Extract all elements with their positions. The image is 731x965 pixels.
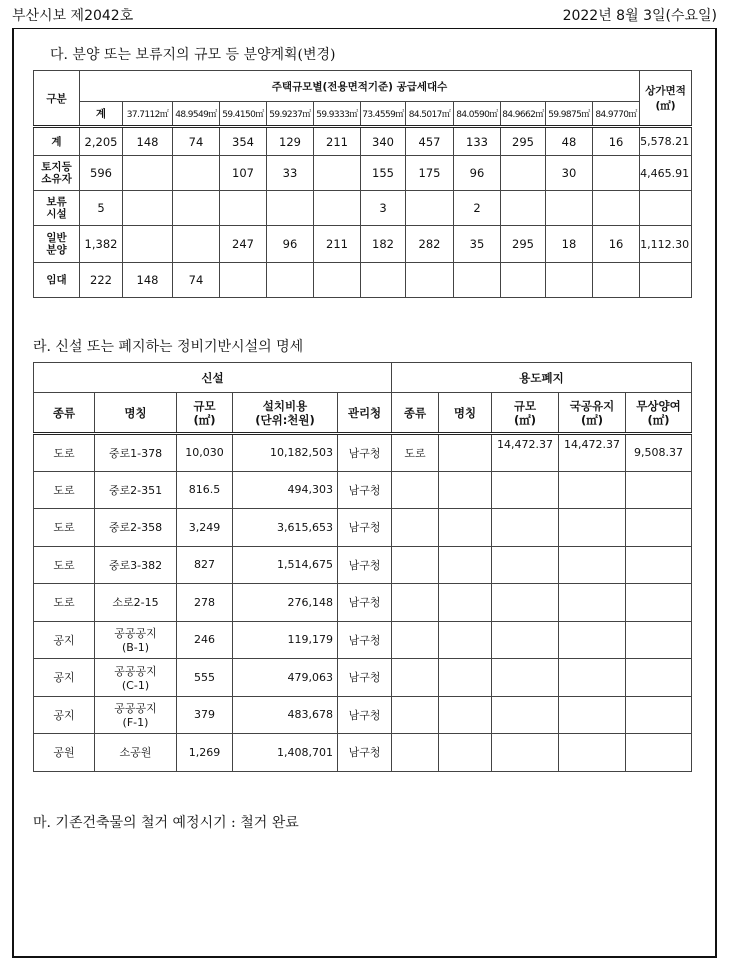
value-cell: 소로2-15 bbox=[95, 584, 177, 622]
table-row bbox=[34, 71, 692, 102]
value-cell: 도로 bbox=[34, 584, 95, 622]
value-cell: 남구청 bbox=[338, 471, 392, 509]
value-cell: 14,472.37 bbox=[492, 434, 559, 472]
column-header: 규모 (㎡) bbox=[177, 393, 233, 434]
value-cell: 295 bbox=[501, 226, 546, 263]
value-cell bbox=[406, 263, 454, 298]
header-size: 37.7112㎡ bbox=[123, 102, 173, 127]
header-size: 84.5017㎡ bbox=[406, 102, 454, 127]
value-cell bbox=[626, 471, 692, 509]
value-cell: 16 bbox=[593, 127, 640, 156]
value-cell bbox=[123, 156, 173, 191]
value-cell: 2,205 bbox=[80, 127, 123, 156]
value-cell bbox=[439, 621, 492, 659]
value-cell bbox=[123, 191, 173, 226]
header-group: 구분 bbox=[34, 71, 80, 127]
table-row bbox=[34, 226, 692, 263]
value-cell: 중로2-358 bbox=[95, 509, 177, 547]
value-cell bbox=[559, 621, 626, 659]
value-cell: 남구청 bbox=[338, 659, 392, 697]
value-cell bbox=[626, 659, 692, 697]
table-row bbox=[34, 363, 692, 393]
value-cell: 도로 bbox=[34, 509, 95, 547]
value-cell: 남구청 bbox=[338, 434, 392, 472]
value-cell: 340 bbox=[361, 127, 406, 156]
value-cell: 222 bbox=[80, 263, 123, 298]
value-cell bbox=[392, 584, 439, 622]
column-header: 종류 bbox=[392, 393, 439, 434]
value-cell: 494,303 bbox=[233, 471, 338, 509]
value-cell: 5 bbox=[80, 191, 123, 226]
table-row bbox=[34, 434, 692, 472]
value-cell: 공공공지 (B-1) bbox=[95, 621, 177, 659]
header-size: 48.9549㎡ bbox=[173, 102, 220, 127]
value-cell bbox=[559, 659, 626, 697]
value-cell: 483,678 bbox=[233, 696, 338, 734]
value-cell: 96 bbox=[454, 156, 501, 191]
value-cell bbox=[314, 156, 361, 191]
value-cell bbox=[626, 509, 692, 547]
value-cell: 3,249 bbox=[177, 509, 233, 547]
value-cell bbox=[314, 263, 361, 298]
value-cell: 278 bbox=[177, 584, 233, 622]
value-cell bbox=[454, 263, 501, 298]
supply-plan-table bbox=[33, 70, 692, 298]
value-cell bbox=[439, 584, 492, 622]
value-cell: 133 bbox=[454, 127, 501, 156]
value-cell bbox=[492, 734, 559, 772]
value-cell bbox=[439, 659, 492, 697]
value-cell bbox=[559, 546, 626, 584]
value-cell bbox=[593, 263, 640, 298]
value-cell bbox=[439, 696, 492, 734]
table-row bbox=[34, 127, 692, 156]
infrastructure-table bbox=[33, 362, 692, 772]
table-row bbox=[34, 584, 692, 622]
header-supply: 주택규모별(전용면적기준) 공급세대수 bbox=[80, 71, 640, 102]
value-cell: 18 bbox=[546, 226, 593, 263]
value-cell bbox=[492, 696, 559, 734]
value-cell bbox=[439, 434, 492, 472]
section-da-title: 다. 분양 또는 보류지의 규모 등 분양계획(변경) bbox=[50, 47, 336, 63]
value-cell: 182 bbox=[361, 226, 406, 263]
header-size: 계 bbox=[80, 102, 123, 127]
column-header: 규모 (㎡) bbox=[492, 393, 559, 434]
value-cell bbox=[173, 156, 220, 191]
column-header: 명칭 bbox=[439, 393, 492, 434]
value-cell: 공공공지 (C-1) bbox=[95, 659, 177, 697]
value-cell: 354 bbox=[220, 127, 267, 156]
value-cell bbox=[559, 584, 626, 622]
header-size: 84.9770㎡ bbox=[593, 102, 640, 127]
value-cell: 중로1-378 bbox=[95, 434, 177, 472]
value-cell bbox=[492, 471, 559, 509]
value-cell: 공지 bbox=[34, 659, 95, 697]
row-label: 임대 bbox=[34, 263, 80, 298]
value-cell: 3,615,653 bbox=[233, 509, 338, 547]
value-cell: 479,063 bbox=[233, 659, 338, 697]
value-cell: 남구청 bbox=[338, 509, 392, 547]
value-cell bbox=[626, 546, 692, 584]
column-header: 설치비용 (단위:천원) bbox=[233, 393, 338, 434]
value-cell bbox=[492, 584, 559, 622]
value-cell bbox=[492, 546, 559, 584]
header-commercial: 상가면적 (㎡) bbox=[640, 71, 692, 127]
value-cell: 2 bbox=[454, 191, 501, 226]
value-cell bbox=[626, 621, 692, 659]
header-abolish: 용도폐지 bbox=[392, 363, 692, 393]
value-cell: 129 bbox=[267, 127, 314, 156]
value-cell: 1,514,675 bbox=[233, 546, 338, 584]
value-cell: 10,182,503 bbox=[233, 434, 338, 472]
row-label: 보류 시설 bbox=[34, 191, 80, 226]
column-header: 관리청 bbox=[338, 393, 392, 434]
value-cell: 247 bbox=[220, 226, 267, 263]
table-row bbox=[34, 509, 692, 547]
value-cell bbox=[559, 509, 626, 547]
value-cell: 155 bbox=[361, 156, 406, 191]
value-cell: 도로 bbox=[34, 546, 95, 584]
value-cell bbox=[439, 546, 492, 584]
value-cell bbox=[392, 696, 439, 734]
value-cell: 282 bbox=[406, 226, 454, 263]
value-cell: 211 bbox=[314, 226, 361, 263]
value-cell bbox=[640, 263, 692, 298]
value-cell: 10,030 bbox=[177, 434, 233, 472]
value-cell: 555 bbox=[177, 659, 233, 697]
value-cell bbox=[392, 509, 439, 547]
value-cell bbox=[392, 546, 439, 584]
value-cell bbox=[626, 696, 692, 734]
value-cell: 295 bbox=[501, 127, 546, 156]
value-cell: 1,112.30 bbox=[640, 226, 692, 263]
header-size: 59.9237㎡ bbox=[267, 102, 314, 127]
column-header: 종류 bbox=[34, 393, 95, 434]
value-cell bbox=[267, 263, 314, 298]
value-cell: 도로 bbox=[392, 434, 439, 472]
header-size: 84.9662㎡ bbox=[501, 102, 546, 127]
value-cell: 827 bbox=[177, 546, 233, 584]
value-cell bbox=[559, 696, 626, 734]
value-cell bbox=[392, 621, 439, 659]
header-size: 59.9875㎡ bbox=[546, 102, 593, 127]
gazette-date: 2022년 8월 3일(수요일) bbox=[562, 8, 717, 24]
value-cell: 공지 bbox=[34, 621, 95, 659]
value-cell bbox=[392, 734, 439, 772]
value-cell: 공지 bbox=[34, 696, 95, 734]
header-size: 73.4559㎡ bbox=[361, 102, 406, 127]
column-header: 명칭 bbox=[95, 393, 177, 434]
value-cell: 35 bbox=[454, 226, 501, 263]
value-cell bbox=[220, 191, 267, 226]
value-cell: 30 bbox=[546, 156, 593, 191]
value-cell: 9,508.37 bbox=[626, 434, 692, 472]
value-cell bbox=[123, 226, 173, 263]
value-cell: 1,269 bbox=[177, 734, 233, 772]
value-cell: 96 bbox=[267, 226, 314, 263]
gazette-issue: 부산시보 제2042호 bbox=[12, 8, 134, 24]
row-label: 일반 분양 bbox=[34, 226, 80, 263]
value-cell bbox=[267, 191, 314, 226]
table-row bbox=[34, 191, 692, 226]
value-cell bbox=[546, 191, 593, 226]
value-cell bbox=[392, 471, 439, 509]
value-cell: 3 bbox=[361, 191, 406, 226]
value-cell: 남구청 bbox=[338, 546, 392, 584]
value-cell bbox=[593, 156, 640, 191]
value-cell: 175 bbox=[406, 156, 454, 191]
value-cell bbox=[439, 734, 492, 772]
value-cell bbox=[173, 226, 220, 263]
column-header: 국공유지 (㎡) bbox=[559, 393, 626, 434]
row-label: 토지등 소유자 bbox=[34, 156, 80, 191]
table-row bbox=[34, 393, 692, 434]
value-cell: 48 bbox=[546, 127, 593, 156]
value-cell bbox=[220, 263, 267, 298]
value-cell bbox=[314, 191, 361, 226]
value-cell: 119,179 bbox=[233, 621, 338, 659]
table-row bbox=[34, 734, 692, 772]
value-cell: 5,578.21 bbox=[640, 127, 692, 156]
value-cell bbox=[392, 659, 439, 697]
value-cell: 남구청 bbox=[338, 584, 392, 622]
value-cell: 211 bbox=[314, 127, 361, 156]
table-row bbox=[34, 621, 692, 659]
value-cell bbox=[501, 156, 546, 191]
value-cell: 107 bbox=[220, 156, 267, 191]
value-cell: 1,382 bbox=[80, 226, 123, 263]
value-cell: 16 bbox=[593, 226, 640, 263]
value-cell bbox=[559, 471, 626, 509]
value-cell bbox=[546, 263, 593, 298]
value-cell: 중로2-351 bbox=[95, 471, 177, 509]
value-cell: 남구청 bbox=[338, 696, 392, 734]
value-cell: 14,472.37 bbox=[559, 434, 626, 472]
value-cell: 남구청 bbox=[338, 621, 392, 659]
table-row bbox=[34, 546, 692, 584]
header-size: 59.9333㎡ bbox=[314, 102, 361, 127]
value-cell: 148 bbox=[123, 263, 173, 298]
table-row bbox=[34, 263, 692, 298]
value-cell: 276,148 bbox=[233, 584, 338, 622]
value-cell: 379 bbox=[177, 696, 233, 734]
value-cell: 148 bbox=[123, 127, 173, 156]
value-cell bbox=[559, 734, 626, 772]
header-size: 59.4150㎡ bbox=[220, 102, 267, 127]
value-cell bbox=[492, 659, 559, 697]
value-cell bbox=[640, 191, 692, 226]
value-cell: 246 bbox=[177, 621, 233, 659]
value-cell: 남구청 bbox=[338, 734, 392, 772]
section-ra-title: 라. 신설 또는 폐지하는 정비기반시설의 명세 bbox=[33, 339, 304, 355]
value-cell bbox=[173, 191, 220, 226]
value-cell bbox=[501, 263, 546, 298]
value-cell: 596 bbox=[80, 156, 123, 191]
column-header: 무상양여 (㎡) bbox=[626, 393, 692, 434]
value-cell: 4,465.91 bbox=[640, 156, 692, 191]
value-cell: 공원 bbox=[34, 734, 95, 772]
value-cell bbox=[406, 191, 454, 226]
row-label: 계 bbox=[34, 127, 80, 156]
value-cell: 소공원 bbox=[95, 734, 177, 772]
value-cell bbox=[492, 621, 559, 659]
value-cell bbox=[501, 191, 546, 226]
value-cell: 457 bbox=[406, 127, 454, 156]
value-cell bbox=[626, 584, 692, 622]
table-row bbox=[34, 156, 692, 191]
table-row bbox=[34, 696, 692, 734]
header-size: 84.0590㎡ bbox=[454, 102, 501, 127]
table-row bbox=[34, 659, 692, 697]
value-cell: 1,408,701 bbox=[233, 734, 338, 772]
value-cell bbox=[593, 191, 640, 226]
table-row bbox=[34, 471, 692, 509]
table-row bbox=[34, 102, 692, 127]
value-cell: 816.5 bbox=[177, 471, 233, 509]
header-new: 신설 bbox=[34, 363, 392, 393]
value-cell: 공공공지 (F-1) bbox=[95, 696, 177, 734]
value-cell bbox=[439, 471, 492, 509]
value-cell bbox=[439, 509, 492, 547]
section-ma-title: 마. 기존건축물의 철거 예정시기 : 철거 완료 bbox=[33, 815, 299, 831]
value-cell bbox=[626, 734, 692, 772]
value-cell: 도로 bbox=[34, 434, 95, 472]
value-cell: 74 bbox=[173, 263, 220, 298]
value-cell bbox=[361, 263, 406, 298]
value-cell: 중로3-382 bbox=[95, 546, 177, 584]
value-cell: 33 bbox=[267, 156, 314, 191]
value-cell bbox=[492, 509, 559, 547]
value-cell: 74 bbox=[173, 127, 220, 156]
value-cell: 도로 bbox=[34, 471, 95, 509]
